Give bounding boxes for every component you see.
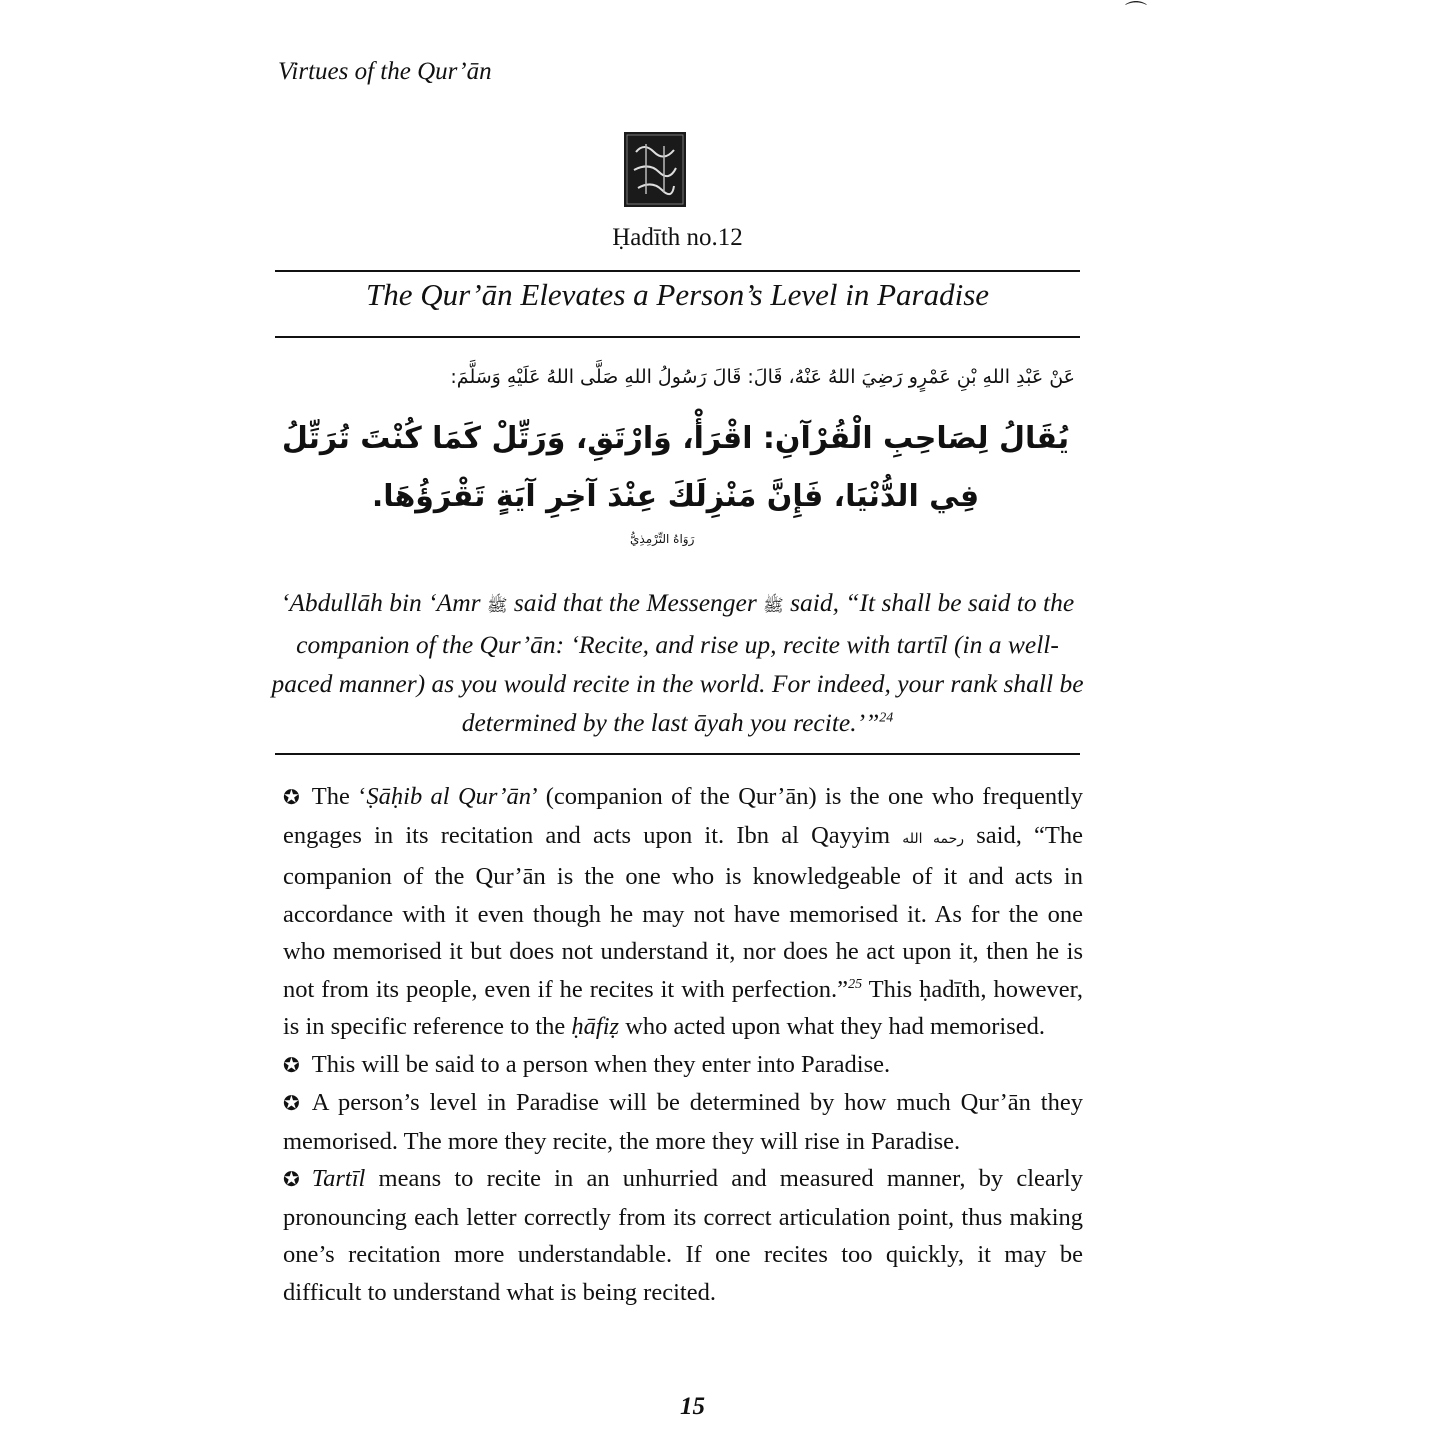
translation-text: said that the Messenger [507,588,764,617]
bullet-text: This ḥadīth, however, is in specific reference to the [283,975,1083,1040]
bullet-text: This will be said to a person when they enter into Paradise. [311,1050,891,1078]
footnote-ref: 24 [879,710,894,726]
honorific-symbol: ﷺ [763,596,784,615]
bullet-term: Ṣāḥib al Qur’ān [366,783,532,810]
bullet-text: A person’s level in Paradise will be determined by how much Qur’ān they memorised. The more they recite, the more they will rise in Paradise. [283,1089,1083,1155]
bullet-term: ḥāfiẓ [571,1013,620,1040]
page-number: 15 [680,1393,705,1420]
hadith-translation [270,583,1085,742]
footnote-ref: 25 [848,976,863,992]
star-bullet-icon: ✪ [283,1052,300,1077]
bullet-text: means to recite in an unhurried and measured manner, by clearly pronouncing each letter correctly from its correct articulation point, thus making one’s recitation more understandable. If one recites too quickly, it may be difficult to understand what is being recited. [283,1165,1083,1306]
arabic-hadith-text: يُقَالُ لِصَاحِبِ الْقُرْآنِ: اقْرَأْ، وَارْتَقِ، وَرَتِّلْ كَمَا كُنْتَ تُرَتِّلُ فِي الدُّنْيَا، فَإِنَّ مَنْزِلَكَ عِنْدَ آخِرِ آيَةٍ تَقْرَؤُهَا. [281,421,1070,514]
commentary-bullet [283,778,1083,1046]
commentary [283,778,1083,1311]
star-bullet-icon: ✪ [283,1091,300,1115]
translation-text: said, “It shall be said to the companion of the Qur’ān: ‘Recite, and rise up, recite with tartīl (in a well-paced manner) as you would recite in the world. For indeed, your rank shall be determined by the last āyah you recite.’” [271,588,1084,737]
arabic-isnad: عَنْ عَبْدِ اللهِ بْنِ عَمْرٍو رَضِيَ اللهُ عَنْهُ، قَالَ: قَالَ رَسُولُ اللهِ صَلَّى اللهُ عَلَيْهِ وَسَلَّمَ: [450,366,1075,388]
translation-bottom-rule [275,753,1080,755]
commentary-bullet [283,1084,1083,1160]
honorific-symbol: رحمه الله [902,830,965,847]
star-bullet-icon: ✪ [283,785,300,809]
hadith-number: Ḥadīth no.12 [612,224,743,251]
corner-scan-mark: ⌒ [1125,1,1148,26]
title-top-rule [275,270,1080,272]
commentary-bullet [283,1160,1083,1311]
running-header: Virtues of the Qur’ān [278,58,492,85]
commentary-bullet [283,1046,1083,1085]
bullet-text: who acted upon what they had memorised. [619,1013,1045,1040]
bullet-text: said, “The companion of the Qur’ān is the one who is knowledgeable of it and acts in accordance with it even though he may not have memorised it. As for the one who memorised it but does not understand it, nor does he act upon it, then he is not from its people, even if he recites it with perfection.” [283,821,1083,1003]
honorific-symbol: ﷺ [486,596,508,615]
arabic-source: رَوَاهُ التِّرْمِذِيُّ [630,532,695,546]
bullet-term: Tartīl [311,1165,366,1192]
title-bottom-rule [275,336,1080,338]
calligraphy-ornament-icon [624,132,686,207]
bullet-text: The ‘ [311,783,367,810]
star-bullet-icon: ✪ [283,1167,300,1191]
bullet-text: ’ (companion of the Qur’ān) is the one who frequently engages in its recitation and acts upon it. Ibn al Qayyim [283,783,1083,849]
chapter-title: The Qur’ān Elevates a Person’s Level in Paradise [365,277,990,312]
calligraphy-ornament [624,132,686,207]
translation-narrator: ‘Abdullāh bin ‘Amr [280,588,481,617]
